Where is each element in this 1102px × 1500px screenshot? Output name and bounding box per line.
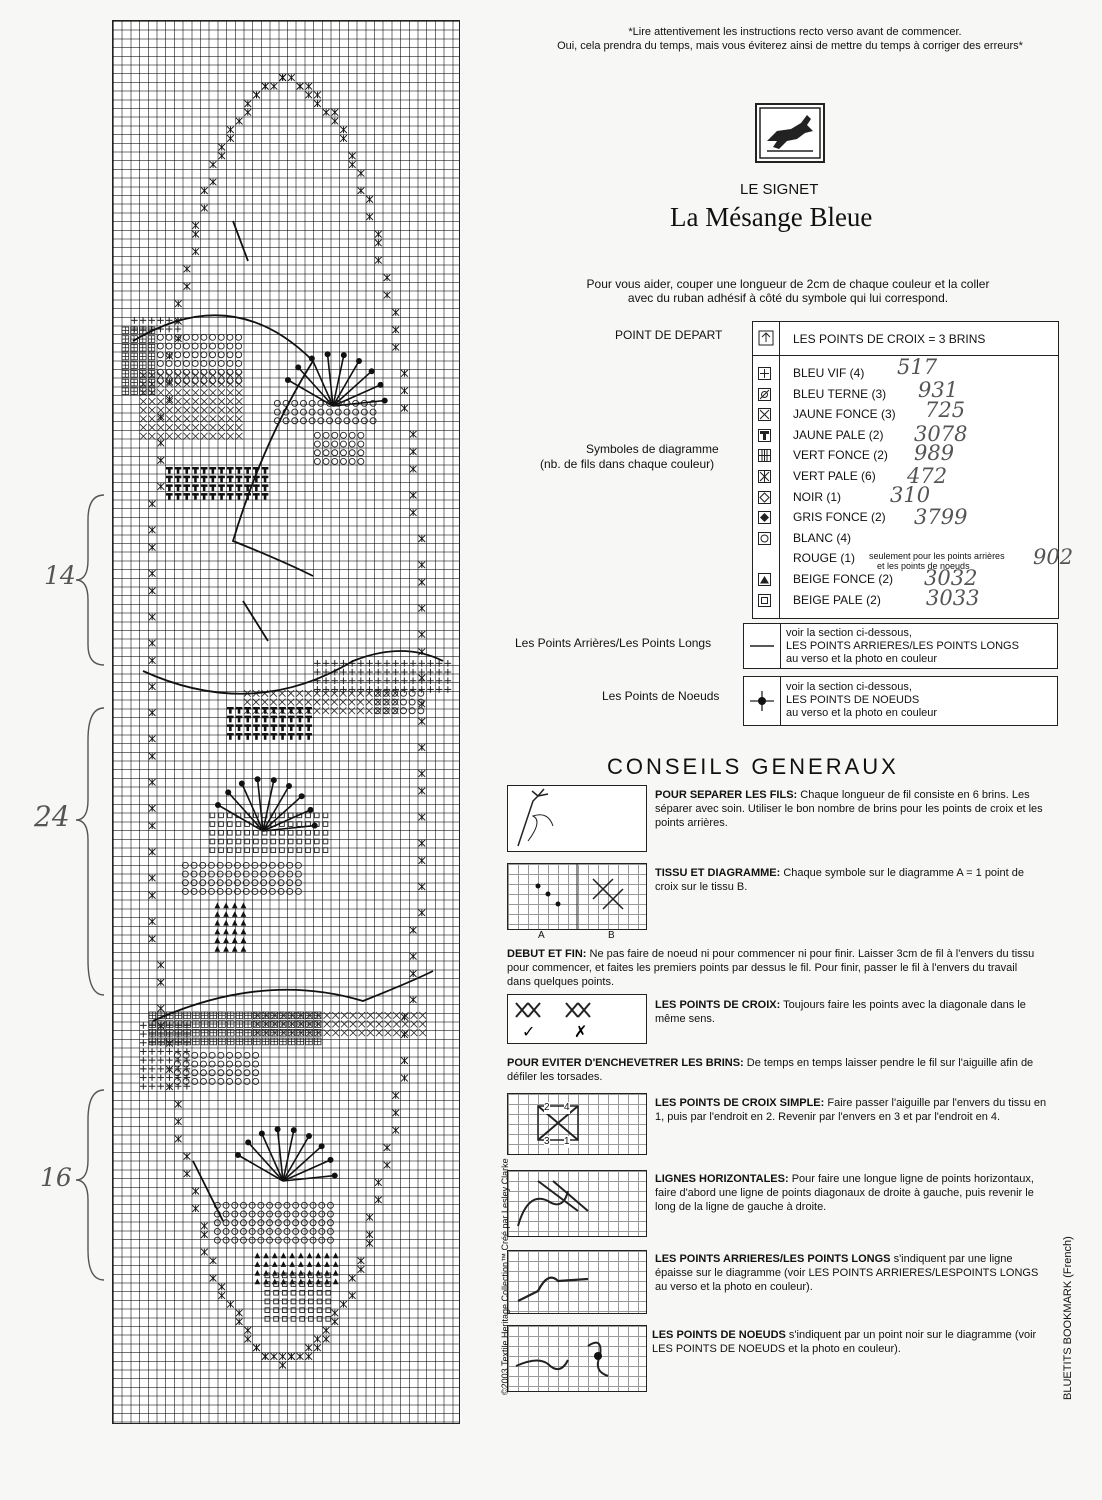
- border-star-icon: [297, 83, 304, 90]
- border-star-icon: [218, 1284, 225, 1291]
- thumb-fabric-diagram: [507, 863, 647, 941]
- border-star-icon: [375, 257, 382, 264]
- border-star-icon: [158, 979, 165, 986]
- border-star-icon: [201, 205, 208, 212]
- key-number: 902: [1033, 545, 1074, 569]
- backstitch-box: [743, 623, 1058, 669]
- border-star-icon: [210, 1257, 217, 1264]
- border-star-icon: [149, 501, 156, 508]
- border-star-icon: [149, 657, 156, 664]
- svg-text:✓: ✓: [522, 1022, 536, 1041]
- border-star-icon: [253, 1344, 260, 1351]
- key-label: VERT PALE (6): [793, 469, 876, 483]
- start-label: POINT DE DEPART: [615, 328, 723, 342]
- border-star-icon: [419, 857, 426, 864]
- border-star-icon: [375, 240, 382, 247]
- border-star-icon: [201, 1223, 208, 1230]
- border-star-icon: [314, 1344, 321, 1351]
- header-note-1: *Lire attentivement les instructions recto verso avant de commencer.: [628, 26, 962, 38]
- border-star-icon: [384, 274, 391, 281]
- border-star-icon: [375, 1179, 382, 1186]
- border-star-icon: [366, 213, 373, 220]
- border-star-icon: [245, 1336, 252, 1343]
- key-row-11: [765, 592, 881, 608]
- key-symbol-x-icon: [758, 408, 771, 421]
- border-star-icon: [227, 126, 234, 133]
- border-star-icon: [158, 1005, 165, 1012]
- border-star-icon: [149, 936, 156, 943]
- key-row-2: [765, 406, 896, 422]
- key-number: 472: [907, 464, 948, 488]
- key-symbol-diamond-o-icon: [758, 491, 771, 504]
- key-label: BLEU TERNE (3): [793, 386, 887, 401]
- key-symbol-star-icon: [758, 470, 771, 483]
- border-star-icon: [392, 1092, 399, 1099]
- border-star-icon: [305, 1344, 312, 1351]
- key-symbol-t-icon: [758, 429, 771, 442]
- border-star-icon: [297, 1353, 304, 1360]
- border-star-icon: [419, 631, 426, 638]
- border-star-icon: [184, 1170, 191, 1177]
- border-star-icon: [410, 953, 417, 960]
- border-star-icon: [279, 1362, 286, 1369]
- border-star-icon: [149, 527, 156, 534]
- tip-cross: LES POINTS DE CROIX: Toujours faire les points avec la diagonale dans le même sens.: [655, 999, 1026, 1025]
- border-star-icon: [175, 1118, 182, 1125]
- border-star-icon: [149, 640, 156, 647]
- key-number: 725: [925, 398, 966, 422]
- thumb-knots: [507, 1325, 647, 1392]
- border-star-icon: [192, 1205, 199, 1212]
- border-star-icon: [305, 92, 312, 99]
- border-star-icon: [149, 544, 156, 551]
- border-star-icon: [210, 161, 217, 168]
- border-star-icon: [227, 1301, 234, 1308]
- key-symbol-circle-icon: [758, 532, 771, 545]
- border-star-icon: [245, 1327, 252, 1334]
- border-star-icon: [401, 370, 408, 377]
- border-star-icon: [419, 579, 426, 586]
- num-1: 1: [564, 1136, 570, 1147]
- border-star-icon: [323, 109, 330, 116]
- border-star-icon: [175, 1136, 182, 1143]
- border-star-icon: [245, 109, 252, 116]
- key-row-10: [765, 571, 893, 587]
- border-star-icon: [192, 248, 199, 255]
- border-star-icon: [149, 735, 156, 742]
- thumb-backstitch: [507, 1250, 647, 1314]
- border-star-icon: [279, 1353, 286, 1360]
- logo: [755, 103, 825, 163]
- border-star-icon: [410, 448, 417, 455]
- border-star-icon: [236, 1318, 243, 1325]
- rouge-note: seulement pour les points arrières et les points de noeuds: [869, 551, 1005, 571]
- key-number: 3078: [914, 422, 968, 446]
- tip-simple-cross: LES POINTS DE CROIX SIMPLE: Faire passer l'aiguille par l'envers du tissu en 1, puis par l'endroit en 2. Revenir par l'envers en 3 et par l'endroit en 4.: [655, 1097, 1047, 1123]
- border-star-icon: [149, 779, 156, 786]
- key-row-9: [765, 550, 855, 566]
- key-label: NOIR (1): [793, 489, 841, 504]
- border-star-icon: [419, 840, 426, 847]
- border-star-icon: [410, 509, 417, 516]
- border-star-icon: [314, 100, 321, 107]
- border-star-icon: [323, 1327, 330, 1334]
- border-star-icon: [332, 1318, 339, 1325]
- chart-pattern: [113, 21, 459, 1423]
- border-star-icon: [149, 614, 156, 621]
- border-star-icon: [149, 570, 156, 577]
- border-star-icon: [332, 1310, 339, 1317]
- border-star-icon: [419, 744, 426, 751]
- border-star-icon: [366, 1240, 373, 1247]
- cross-header: LES POINTS DE CROIX = 3 BRINS: [793, 332, 986, 346]
- border-star-icon: [201, 1231, 208, 1238]
- border-star-icon: [184, 283, 191, 290]
- border-star-icon: [245, 100, 252, 107]
- border-star-icon: [149, 918, 156, 925]
- border-star-icon: [419, 909, 426, 916]
- key-symbol-square-icon: [758, 594, 771, 607]
- title-small: LE SIGNET: [740, 181, 819, 198]
- key-symbol-plus-icon: [758, 367, 771, 380]
- border-star-icon: [419, 770, 426, 777]
- border-star-icon: [419, 883, 426, 890]
- header-note-2: Oui, cela prendra du temps, mais vous éviterez ainsi de mettre du temps à corriger des erreurs*: [557, 40, 1023, 52]
- border-star-icon: [419, 788, 426, 795]
- border-star-icon: [410, 996, 417, 1003]
- border-star-icon: [349, 1275, 356, 1282]
- border-star-icon: [158, 440, 165, 447]
- border-star-icon: [288, 74, 295, 81]
- border-star-icon: [410, 927, 417, 934]
- thumb-horizontal-lines: [507, 1170, 647, 1237]
- key-symbol-diamond-icon: [758, 511, 771, 524]
- key-row-8: [765, 530, 851, 546]
- knots-box: [743, 676, 1058, 726]
- border-star-icon: [192, 1188, 199, 1195]
- key-row-7: [765, 509, 886, 525]
- border-star-icon: [392, 344, 399, 351]
- symbols-label: Symboles de diagramme: [586, 442, 719, 456]
- key-number: 517: [897, 355, 938, 379]
- border-star-icon: [149, 892, 156, 899]
- border-star-icon: [218, 144, 225, 151]
- border-star-icon: [262, 83, 269, 90]
- key-label: VERT FONCE (2): [793, 448, 888, 463]
- backstitch-label: Les Points Arrières/Les Points Longs: [515, 636, 712, 650]
- border-star-icon: [410, 492, 417, 499]
- border-star-icon: [236, 118, 243, 125]
- border-star-icon: [271, 83, 278, 90]
- backstitch-text: voir la section ci-dessous, LES POINTS ARRIERES/LES POINTS LONGS au verso et la photo en couleur: [786, 627, 1019, 665]
- border-star-icon: [366, 1231, 373, 1238]
- num-2: 2: [544, 1102, 550, 1113]
- border-star-icon: [149, 805, 156, 812]
- border-star-icon: [375, 231, 382, 238]
- start-arrow-icon: [753, 322, 780, 356]
- border-star-icon: [332, 118, 339, 125]
- border-star-icon: [349, 1292, 356, 1299]
- border-star-icon: [149, 753, 156, 760]
- backstitch-line-icon: [744, 624, 781, 668]
- key-symbol-slash-icon: [758, 388, 771, 401]
- bracket-label-24: 24: [34, 800, 70, 833]
- border-star-icon: [236, 1310, 243, 1317]
- border-star-icon: [149, 875, 156, 882]
- border-star-icon: [192, 222, 199, 229]
- key-number: 989: [914, 441, 955, 465]
- border-star-icon: [149, 709, 156, 716]
- border-star-icon: [410, 970, 417, 977]
- thumb-simple-cross: [507, 1093, 647, 1155]
- border-star-icon: [332, 109, 339, 116]
- tip-start-end: DEBUT ET FIN: Ne pas faire de noeud ni pour commencer ni pour finir. Laisser 3cm de fil à l'envers du tissu pour commencer, et faites les premiers points par dessus le fil. Pour finir, passer le fil à l'envers du travail dans quelques points.: [507, 948, 1035, 988]
- key-number: 310: [890, 483, 931, 507]
- border-star-icon: [149, 683, 156, 690]
- key-label: GRIS FONCE (2): [793, 510, 886, 525]
- page-title: La Mésange Bleue: [670, 202, 873, 232]
- border-star-icon: [210, 179, 217, 186]
- border-star-icon: [175, 1101, 182, 1108]
- thumb-separate-threads: [507, 785, 647, 852]
- border-star-icon: [323, 1336, 330, 1343]
- border-star-icon: [227, 135, 234, 142]
- svg-text:✗: ✗: [574, 1022, 588, 1041]
- tip-horizontal: LIGNES HORIZONTALES: Pour faire une longue ligne de points horizontaux, faire d'abord une ligne de points diagonaux de droite à gauche, puis revenir le long de la ligne de gauche à droite.: [655, 1173, 1034, 1213]
- border-star-icon: [366, 196, 373, 203]
- border-star-icon: [279, 74, 286, 81]
- knots-text: voir la section ci-dessous, LES POINTS DE NOEUDS au verso et la photo en couleur: [786, 681, 938, 719]
- key-row-4: [765, 447, 888, 463]
- border-star-icon: [340, 1301, 347, 1308]
- border-star-icon: [419, 561, 426, 568]
- border-star-icon: [358, 187, 365, 194]
- key-number: 3799: [914, 505, 968, 529]
- key-label: ROUGE (1): [793, 551, 856, 566]
- border-star-icon: [401, 387, 408, 394]
- border-star-icon: [401, 1075, 408, 1082]
- border-star-icon: [201, 1249, 208, 1256]
- thumb-cross-direction: [507, 994, 647, 1044]
- num-4: 4: [564, 1102, 570, 1113]
- key-label: JAUNE FONCE (3): [793, 407, 896, 422]
- border-star-icon: [392, 327, 399, 334]
- border-star-icon: [288, 1353, 295, 1360]
- border-star-icon: [218, 153, 225, 160]
- key-label: BLEU VIF (4): [793, 366, 865, 380]
- cross-stitch-header-box: [752, 321, 1059, 357]
- border-star-icon: [384, 1162, 391, 1169]
- border-star-icon: [158, 483, 165, 490]
- border-star-icon: [149, 849, 156, 856]
- border-star-icon: [401, 405, 408, 412]
- border-star-icon: [419, 814, 426, 821]
- border-star-icon: [149, 822, 156, 829]
- tip-backstitch: LES POINTS ARRIERES/LES POINTS LONGS s'indiquent par une ligne épaisse sur le diagramme (voir LES POINTS ARRIERES/LESPOINTS LONGS au verso et la photo en couleur).: [655, 1253, 1039, 1293]
- hand-thread-icon: [508, 786, 646, 851]
- cross-stitch-chart: [112, 20, 460, 1424]
- border-star-icon: [175, 300, 182, 307]
- border-star-icon: [401, 1057, 408, 1064]
- deer-logo-icon: [757, 105, 823, 161]
- border-star-icon: [358, 1257, 365, 1264]
- key-row-6: [765, 489, 841, 505]
- key-label: BEIGE PALE (2): [793, 592, 881, 607]
- border-star-icon: [366, 1214, 373, 1221]
- border-star-icon: [218, 1292, 225, 1299]
- border-star-icon: [271, 1353, 278, 1360]
- border-star-icon: [340, 126, 347, 133]
- bracket-label-16: 16: [40, 1163, 72, 1192]
- border-star-icon: [358, 170, 365, 177]
- thumb-label-a: A: [538, 930, 545, 941]
- border-star-icon: [184, 266, 191, 273]
- knot-dot-icon: [744, 677, 781, 725]
- border-star-icon: [349, 161, 356, 168]
- border-star-icon: [419, 605, 426, 612]
- border-star-icon: [419, 535, 426, 542]
- key-row-3: [765, 427, 883, 443]
- border-star-icon: [392, 1110, 399, 1117]
- border-star-icon: [305, 1353, 312, 1360]
- key-label: JAUNE PALE (2): [793, 427, 884, 442]
- border-star-icon: [305, 83, 312, 90]
- symbols-sub: (nb. de fils dans chaque couleur): [540, 457, 715, 471]
- key-label: BEIGE FONCE (2): [793, 572, 894, 586]
- border-star-icon: [262, 1353, 269, 1360]
- copyright: ©2003 Textile Heritage Collection™ Créé par Lesley Clarke: [500, 1158, 510, 1395]
- num-3: 3: [544, 1136, 550, 1147]
- key-symbol-triangle-icon: [758, 573, 771, 586]
- border-star-icon: [158, 962, 165, 969]
- knots-label: Les Points de Noeuds: [602, 689, 720, 703]
- conseils-title: CONSEILS GENERAUX: [607, 754, 899, 779]
- border-star-icon: [210, 1275, 217, 1282]
- border-star-icon: [314, 1336, 321, 1343]
- border-star-icon: [314, 92, 321, 99]
- key-row-0: [765, 365, 864, 381]
- key-number: 3032: [924, 566, 978, 590]
- tip-fabric: TISSU ET DIAGRAMME: Chaque symbole sur le diagramme A = 1 point de croix sur le tissu B.: [655, 867, 1024, 893]
- border-star-icon: [384, 1144, 391, 1151]
- border-star-icon: [149, 588, 156, 595]
- border-star-icon: [192, 231, 199, 238]
- border-star-icon: [358, 1266, 365, 1273]
- bracket-label-14: 14: [44, 561, 76, 590]
- tip-separate: POUR SEPARER LES FILS: Chaque longueur de fil consiste en 6 brins. Les séparer avec soin. Utiliser le bon nombre de brins pour les points de croix et les points arrières.: [655, 789, 1043, 829]
- border-star-icon: [184, 1153, 191, 1160]
- border-star-icon: [158, 457, 165, 464]
- intro-text: Pour vous aider, couper une longueur de 2cm de chaque couleur et la coller avec du ruban adhésif à côté du symbole qui lui correspond.: [586, 277, 990, 305]
- side-label: BLUETITS BOOKMARK (French): [1062, 1236, 1074, 1400]
- border-star-icon: [253, 92, 260, 99]
- border-star-icon: [410, 431, 417, 438]
- thumb-label-b: B: [608, 930, 615, 941]
- key-number: 931: [918, 378, 959, 402]
- key-symbol-grid-icon: [758, 449, 771, 462]
- tip-tangle: POUR EVITER D'ENCHEVETRER LES BRINS: De temps en temps laisser pendre le fil sur l'aiguille afin de défiler les torsades.: [507, 1057, 1034, 1083]
- border-star-icon: [340, 135, 347, 142]
- key-row-5: [765, 468, 876, 484]
- border-star-icon: [349, 153, 356, 160]
- border-star-icon: [201, 187, 208, 194]
- tip-knots: LES POINTS DE NOEUDS s'indiquent par un point noir sur le diagramme (voir LES POINTS DE NOEUDS et la photo en couleur).: [652, 1329, 1037, 1355]
- border-star-icon: [392, 1127, 399, 1134]
- border-star-icon: [375, 1197, 382, 1204]
- key-label: BLANC (4): [793, 530, 852, 545]
- border-star-icon: [384, 292, 391, 299]
- key-number: 3033: [926, 586, 980, 610]
- key-row-1: [765, 386, 886, 402]
- border-star-icon: [419, 718, 426, 725]
- border-star-icon: [392, 309, 399, 316]
- border-star-icon: [410, 466, 417, 473]
